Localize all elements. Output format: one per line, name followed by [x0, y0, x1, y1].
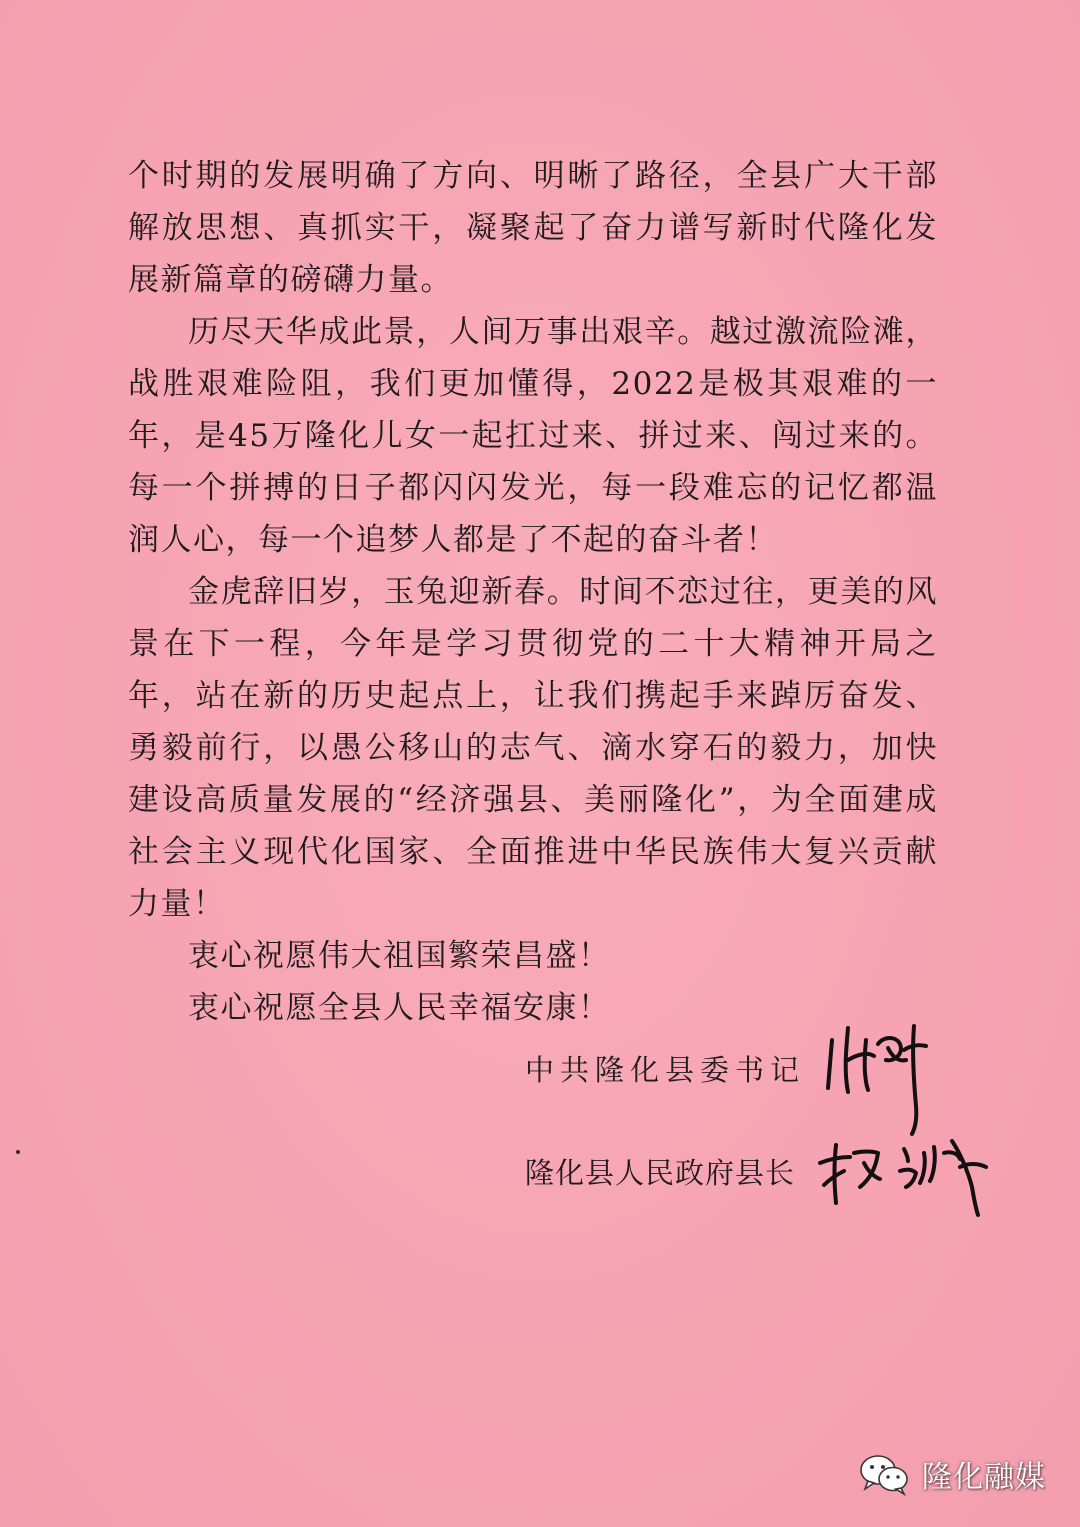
scan-speck [16, 1150, 20, 1154]
paragraph-1: 个时期的发展明确了方向、明晰了路径，全县广大干部解放思想、真抓实干，凝聚起了奋力谱写新时代隆化发展新篇章的磅礴力量。 [128, 158, 938, 298]
paragraph-2: 历尽天华成此景，人间万事出艰辛。越过激流险滩，战胜艰难险阻，我们更加懂得，2022是极其艰难的一年，是45万隆化儿女一起扛过来、拼过来、闯过来的。每一个拼搏的日子都闪闪发光，每一段难忘的记忆都温润人心，每一个追梦人都是了不起的奋斗者！ [128, 314, 938, 558]
signature-block-secretary [0, 1010, 1080, 1130]
signer-title-county-head: 隆化县人民政府县长 [525, 1156, 796, 1190]
watermark-text: 隆化融媒 [922, 1461, 1046, 1494]
watermark [858, 1452, 1046, 1496]
wish-line-1: 衷心祝愿伟大祖国繁荣昌盛！ [188, 938, 611, 974]
signer-title-secretary: 中共隆化县委书记 [525, 1053, 806, 1087]
handwritten-signature-county-head [810, 1123, 1000, 1218]
signature-block-county-head [0, 1118, 1080, 1238]
paragraph-3: 金虎辞旧岁，玉兔迎新春。时间不恋过往，更美的风景在下一程，今年是学习贯彻党的二十大精神开局之年，站在新的历史起点上，让我们携起手来踔厉奋发、勇毅前行，以愚公移山的志气、滴水穿石的毅力，加快建设高质量发展的“经济强县、美丽隆化”，为全面建成社会主义现代化国家、全面推进中华民族伟大复兴贡献力量！ [128, 574, 938, 922]
wish-line-2: 衷心祝愿全县人民幸福安康！ [188, 990, 611, 1026]
wechat-icon [858, 1452, 910, 1496]
letter-body [128, 150, 938, 1034]
